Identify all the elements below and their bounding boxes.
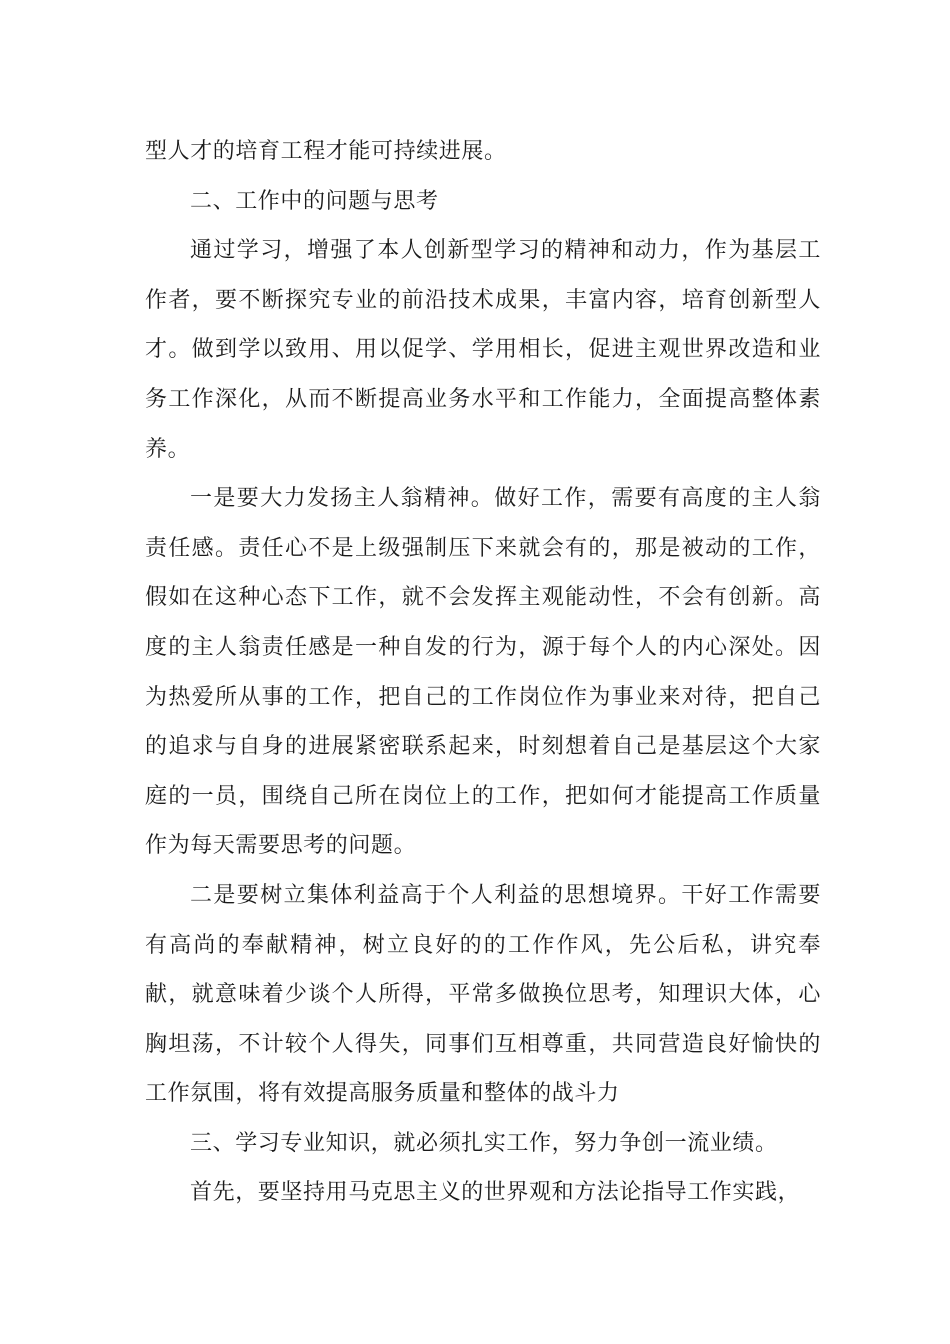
section-heading-problems: 二、工作中的问题与思考 — [190, 188, 439, 214]
document-body — [145, 127, 821, 1218]
paragraph-collective-interest: 二是要树立集体利益高于个人利益的思想境界。干好工作需要有高尚的奉献精神，树立良好的的工作作风，先公后私，讲究奉献，就意味着少谈个人所得，平常多做换位思考，知理识大体，心胸坦荡，不计较个人得失，同事们互相尊重，共同营造良好愉快的工作氛围，将有效提高服务质量和整体的战斗力 — [145, 882, 821, 1107]
paragraph-continuation: 型人才的培育工程才能可持续进展。 — [145, 139, 507, 164]
paragraph-learning: 通过学习，增强了本人创新型学习的精神和动力，作为基层工作者，要不断探究专业的前沿技术成果，丰富内容，培育创新型人才。做到学以致用、用以促学、学用相长，促进主观世界改造和业务工作深化，从而不断提高业务水平和工作能力，全面提高整体素养。 — [145, 238, 821, 462]
section-heading-professional-knowledge: 三、学习专业知识，就必须扎实工作，努力争创一流业绩。 — [190, 1130, 778, 1156]
paragraph-first: 首先，要坚持用马克思主义的世界观和方法论指导工作实践， — [190, 1180, 801, 1206]
paragraph-ownership: 一是要大力发扬主人翁精神。做好工作，需要有高度的主人翁责任感。责任心不是上级强制压下来就会有的，那是被动的工作，假如在这种心态下工作，就不会发挥主观能动性，不会有创新。高度的主人翁责任感是一种自发的行为，源于每个人的内心深处。因为热爱所从事的工作，把自己的工作岗位作为事业来对待，把自己的追求与自身的进展紧密联系起来，时刻想着自己是基层这个大家庭的一员，围绕自己所在岗位上的工作，把如何才能提高工作质量作为每天需要思考的问题。 — [145, 486, 821, 859]
